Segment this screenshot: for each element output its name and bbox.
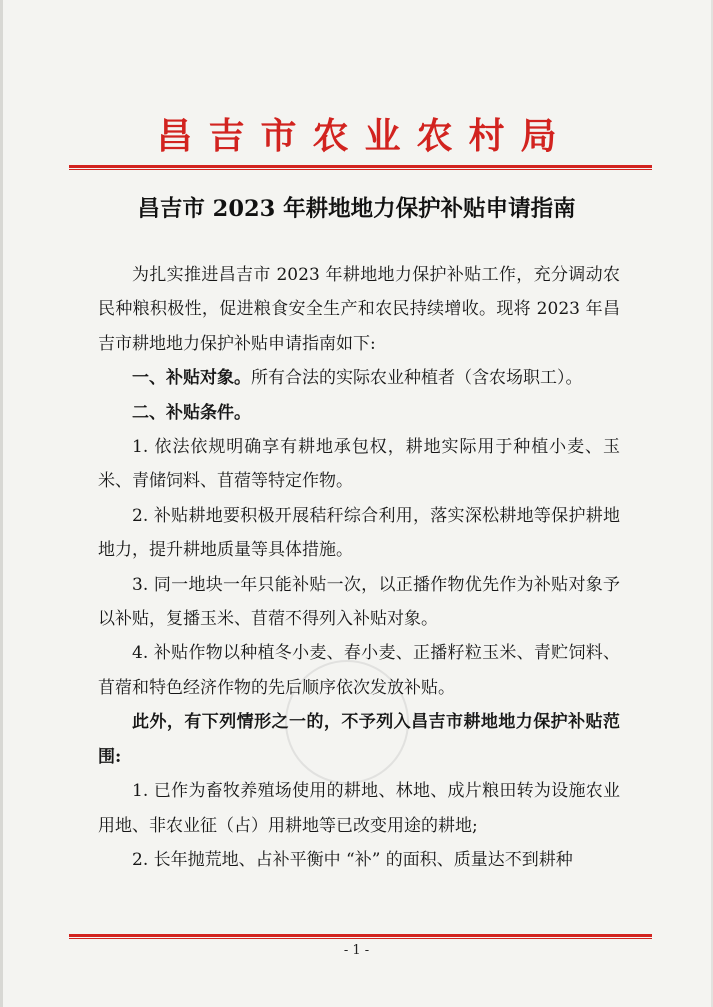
condition-item: 2. 补贴耕地要积极开展秸秆综合利用，落实深松耕地等保护耕地地力，提升耕地质量等具体措施。 (98, 505, 620, 561)
page-number: - 1 - (343, 943, 370, 958)
document-body (98, 258, 620, 877)
document-title: 昌吉市 2023 年耕地地力保护补贴申请指南 (137, 196, 576, 222)
letterhead-organization: 昌吉市农业农村局 (156, 115, 573, 157)
section1-paragraph (98, 361, 620, 395)
intro-paragraph: 为扎实推进昌吉市 2023 年耕地地力保护补贴工作，充分调动农民种粮积极性，促进粮食安全生产和农民持续增收。现将 2023 年昌吉市耕地地力保护补贴申请指南如下: (98, 265, 620, 354)
section2-heading: 二、补贴条件。 (132, 402, 251, 423)
condition-item: 4. 补贴作物以种植冬小麦、春小麦、正播籽粒玉米、青贮饲料、苜蓿和特色经济作物的先后顺序依次发放补贴。 (98, 643, 620, 698)
footer-red-rule (69, 934, 652, 939)
condition-item: 3. 同一地块一年只能补贴一次，以正播作物优先作为补贴对象予以补贴，复播玉米、苜蓿不得列入补贴对象。 (98, 574, 620, 630)
letterhead-red-rule (69, 165, 652, 170)
section1-heading: 一、补贴对象。 (132, 368, 251, 389)
condition-item: 1. 依法依规明确享有耕地承包权，耕地实际用于种植小麦、玉米、青储饲料、苜蓿等特定作物。 (98, 437, 620, 492)
exclusion-item: 2. 长年抛荒地、占补平衡中 “补” 的面积、质量达不到耕种 (132, 849, 573, 870)
section1-text: 所有合法的实际农业种植者（含农场职工）。 (251, 368, 583, 389)
exclusion-item: 1. 已作为畜牧养殖场使用的耕地、林地、成片粮田转为设施农业用地、非农业征（占）用耕地等已改变用途的耕地; (98, 781, 620, 836)
exclusion-intro: 此外，有下列情形之一的，不予列入昌吉市耕地地力保护补贴范围: (98, 712, 620, 767)
